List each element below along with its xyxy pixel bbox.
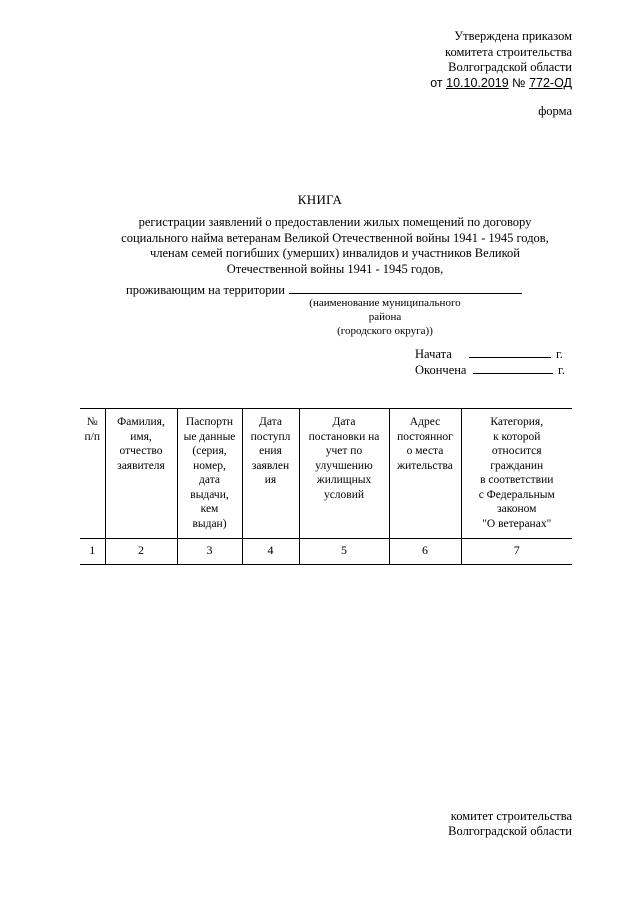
header-line: № (86, 416, 98, 428)
header-line: жительства (397, 459, 453, 472)
end-date-row (415, 362, 565, 378)
header-line: условий (323, 488, 365, 501)
header-line: дата (199, 474, 220, 486)
document-subtitle (85, 215, 585, 277)
column-number-1: 1 (80, 539, 105, 565)
header-line: отчество (119, 445, 163, 457)
signature-block (448, 809, 572, 839)
subtitle-line-3: членам семей погибших (умерших) инвалидов и участников Великой (149, 246, 520, 260)
approval-date-line (430, 76, 572, 92)
header-line: Категория, (490, 416, 544, 428)
header-line: кем (200, 503, 219, 515)
header-line: поступл (250, 430, 291, 443)
header-line: жилищных (316, 474, 372, 486)
register-table (80, 408, 572, 565)
territory-blank (289, 282, 522, 294)
end-date-year: г. (558, 363, 565, 377)
header-line: в соответствии (480, 474, 554, 486)
territory-label: проживающим на территории (126, 283, 285, 297)
header-col-5 (299, 409, 389, 539)
approval-line-3: Волгоградской области (448, 60, 572, 74)
header-line: заявителя (117, 459, 165, 472)
subtitle-line-2: социального найма ветеранам Великой Отечественной войны 1941 - 1945 годов, (121, 230, 549, 245)
header-line: ения (259, 445, 282, 457)
header-line: о места (406, 445, 444, 457)
approval-block (430, 29, 572, 91)
column-number-4: 4 (242, 539, 299, 565)
approval-line-2: комитета строительства (445, 44, 572, 59)
header-line: постоянног (397, 430, 453, 443)
start-date-blank (469, 346, 551, 358)
header-col-2 (105, 409, 177, 539)
header-line: (серия, (192, 445, 227, 457)
header-line: постановки на (308, 430, 380, 443)
header-col-1 (80, 409, 105, 539)
approval-number: 772-ОД (529, 75, 572, 90)
header-line: Дата (259, 416, 282, 428)
end-date-label: Окончена (415, 363, 467, 377)
document-title: КНИГА (297, 192, 343, 207)
approval-number-sign: № (508, 75, 530, 90)
territory-hint-line-2: (городского округа)) (337, 325, 433, 337)
header-col-3 (177, 409, 242, 539)
column-numbers-row (80, 539, 572, 565)
approval-line-1: Утверждена приказом (454, 29, 572, 43)
start-date-row (415, 346, 565, 362)
form-label: форма (538, 104, 572, 118)
header-line: имя, (130, 430, 152, 443)
header-line: гражданин (490, 459, 544, 472)
signature-line-2: Волгоградской области (448, 824, 572, 838)
header-col-6 (389, 409, 461, 539)
header-line: п/п (84, 430, 100, 443)
header-line: Фамилия, (117, 416, 165, 428)
signature-line-1: комитет строительства (450, 809, 572, 823)
dates-block (415, 346, 565, 378)
end-date-blank (473, 362, 553, 374)
header-line: Дата (332, 416, 356, 428)
header-line: с Федеральным (478, 488, 555, 501)
column-number-7: 7 (461, 539, 572, 565)
header-line: выдан) (192, 517, 227, 530)
header-line: номер, (193, 459, 226, 472)
column-number-2: 2 (105, 539, 177, 565)
header-line: выдачи, (190, 488, 229, 501)
column-number-5: 5 (299, 539, 389, 565)
start-date-label: Начата (415, 347, 452, 361)
header-line: заявлен (251, 459, 290, 472)
header-line: законом (497, 503, 537, 515)
header-col-4 (242, 409, 299, 539)
subtitle-line-4: Отечественной войны 1941 - 1945 годов, (226, 261, 444, 276)
subtitle-line-1: регистрации заявлений о предоставлении жилых помещений по договору (138, 215, 532, 229)
header-line: ые данные (183, 430, 236, 443)
header-line: к которой (493, 430, 541, 443)
header-col-7 (461, 409, 572, 539)
approval-date-prefix: от (430, 75, 447, 90)
header-line: ия (264, 474, 277, 486)
start-date-year: г. (556, 347, 563, 361)
header-line: относится (491, 445, 542, 457)
territory-hint-line-1: (наименование муниципального района (309, 297, 461, 323)
header-line: улучшению (315, 459, 373, 472)
table-header-row (80, 409, 572, 539)
column-number-3: 3 (177, 539, 242, 565)
header-line: учет по (325, 445, 363, 457)
header-line: Адрес (409, 416, 441, 428)
territory-hint (300, 296, 470, 338)
header-line: "О ветеранах" (482, 517, 552, 530)
column-number-6: 6 (389, 539, 461, 565)
approval-date: 10.10.2019 (446, 75, 509, 90)
header-line: Паспортн (185, 416, 234, 428)
